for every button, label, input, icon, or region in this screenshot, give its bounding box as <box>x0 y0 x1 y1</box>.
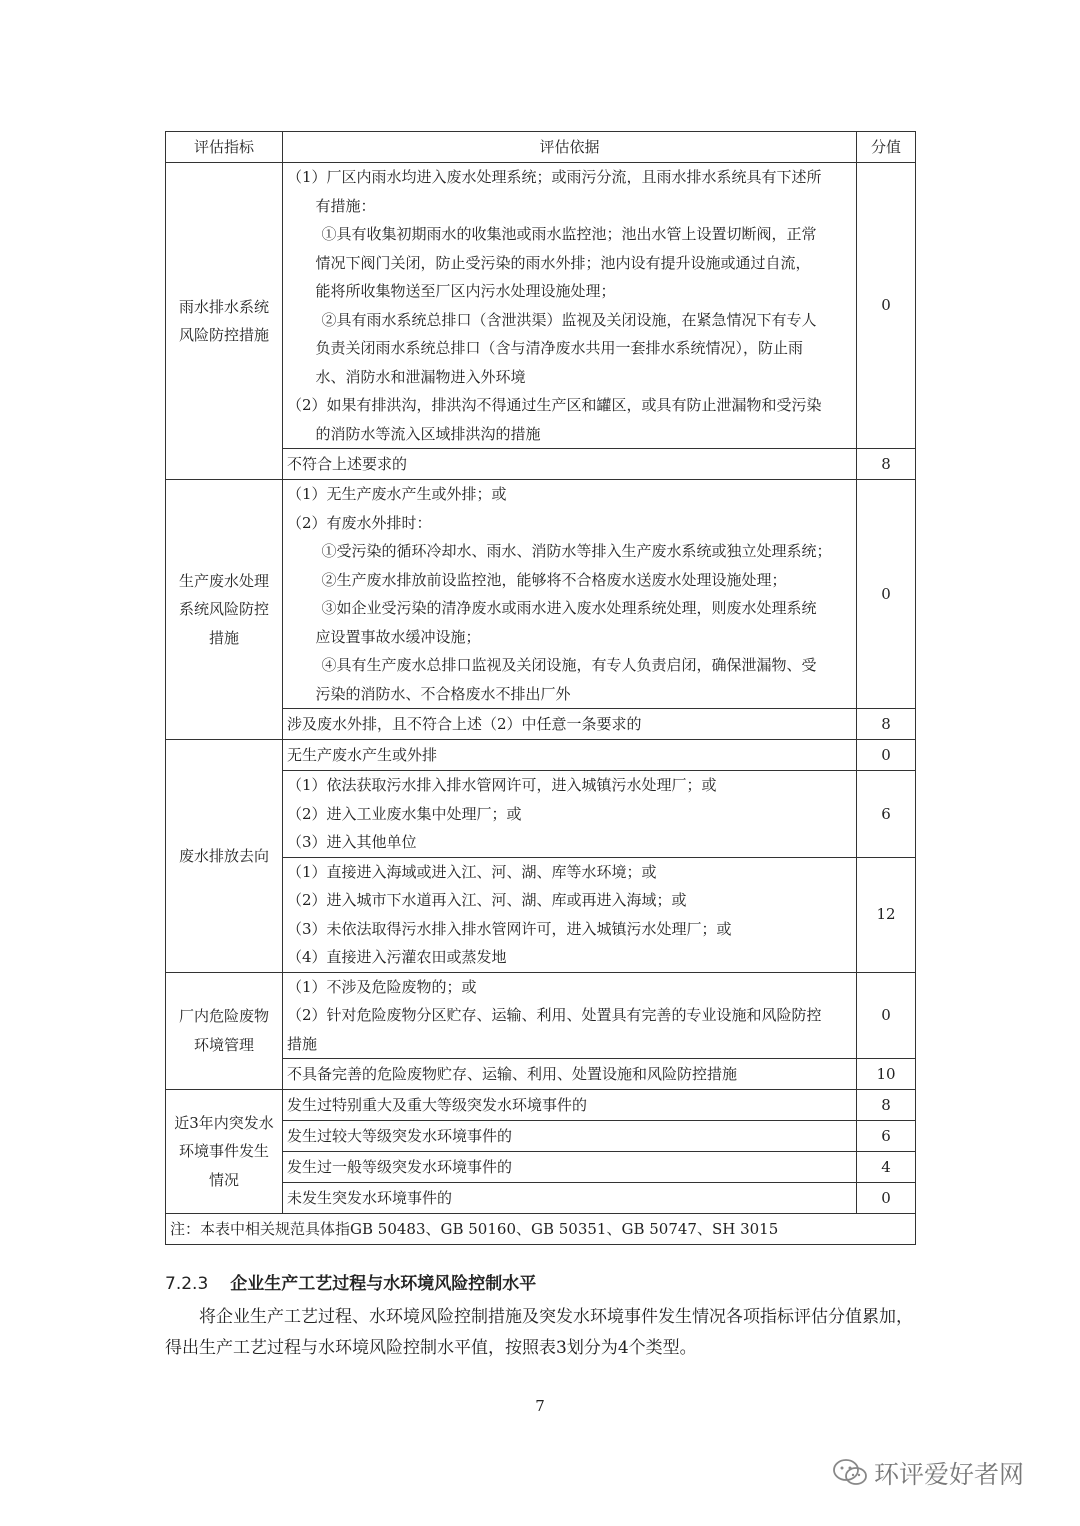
indicator-line: 生产废水处理 <box>178 571 269 590</box>
basis-line: （1）厂区内雨水均进入废水处理系统；或雨污分流，且雨水排水系统具有下述所 <box>287 168 822 186</box>
indicator-cell <box>166 972 283 1090</box>
basis-line: （2）进入城市下水道再入江、河、湖、库或再进入海域；或 <box>287 891 687 909</box>
score-cell: 0 <box>857 972 916 1059</box>
basis-line: 能将所收集物送至厂区内污水处理设施处理； <box>315 282 616 300</box>
basis-cell <box>283 740 857 771</box>
basis-cell <box>283 1059 857 1090</box>
section-number: 7.2.3 <box>165 1274 209 1294</box>
basis-cell <box>283 771 857 858</box>
score-cell: 0 <box>857 740 916 771</box>
watermark-text: 环评爱好者网 <box>874 1460 1025 1489</box>
indicator-cell <box>166 163 283 480</box>
basis-line: ②具有雨水系统总排口（含泄洪渠）监视及关闭设施，在紧急情况下有专人 <box>321 310 817 329</box>
basis-line: （2）如果有排洪沟，排洪沟不得通过生产区和罐区，或具有防止泄漏物和受污染 <box>287 396 822 414</box>
indicator-line: 近3年内突发水 <box>174 1113 274 1132</box>
table-row <box>166 1090 916 1121</box>
indicator-line: 雨水排水系统 <box>178 297 269 316</box>
basis-line: ①具有收集初期雨水的收集池或雨水监控池；池出水管上设置切断阀，正常 <box>321 225 817 243</box>
basis-line: 污染的消防水、不合格废水不排出厂外 <box>315 684 571 703</box>
basis-line: 的消防水等流入区域排洪沟的措施 <box>315 424 541 443</box>
indicator-cell <box>166 1090 283 1214</box>
indicator-line: 风险防控措施 <box>178 326 269 344</box>
basis-line: ②生产废水排放前设监控池，能够将不合格废水送废水处理设施处理； <box>321 570 787 589</box>
basis-cell <box>283 1090 857 1121</box>
indicator-line: 环境管理 <box>193 1035 254 1054</box>
header-basis: 评估依据 <box>283 132 857 163</box>
score-cell: 10 <box>857 1059 916 1090</box>
score-cell: 8 <box>857 449 916 480</box>
table-header-row <box>166 132 916 163</box>
score-cell: 0 <box>857 480 916 709</box>
basis-line: 情况下阀门关闭，防止受污染的雨水外排；池内设有提升设施或通过自流， <box>315 253 811 272</box>
table-note-row <box>166 1214 916 1245</box>
basis-line: （1）依法获取污水排入排水管网许可，进入城镇污水处理厂；或 <box>287 776 717 794</box>
score-cell: 12 <box>857 857 916 972</box>
wechat-icon <box>832 1458 868 1488</box>
basis-line: ④具有生产废水总排口监视及关闭设施，有专人负责启闭，确保泄漏物、受 <box>321 656 817 674</box>
basis-cell <box>283 163 857 449</box>
basis-cell <box>283 449 857 480</box>
basis-line: 不具备完善的危险废物贮存、运输、利用、处置设施和风险防控措施 <box>287 1064 738 1083</box>
table-row <box>166 740 916 771</box>
basis-line: （2）进入工业废水集中处理厂；或 <box>287 804 522 823</box>
basis-line: 发生过一般等级突发水环境事件的 <box>287 1157 513 1176</box>
basis-cell <box>283 1121 857 1152</box>
score-cell: 8 <box>857 1090 916 1121</box>
basis-line: ③如企业受污染的清净废水或雨水进入废水处理系统处理，则废水处理系统 <box>321 599 817 617</box>
basis-cell <box>283 1183 857 1214</box>
section-heading <box>165 1269 536 1294</box>
table-row <box>166 163 916 449</box>
basis-line: （3）进入其他单位 <box>287 833 417 851</box>
body-paragraph: 将企业生产工艺过程、水环境风险控制措施及突发水环境事件发生情况各项指标评估分值累加，得出生产工艺过程与水环境风险控制水平值，按照表3划分为4个类型。 <box>165 1307 913 1358</box>
evaluation-table <box>165 131 916 1245</box>
basis-line: 未发生突发水环境事件的 <box>287 1188 453 1207</box>
indicator-line: 废水排放去向 <box>178 846 269 865</box>
score-cell: 6 <box>857 1121 916 1152</box>
basis-line: 无生产废水产生或外排 <box>287 745 438 764</box>
basis-line: 涉及废水外排，且不符合上述（2）中任意一条要求的 <box>287 714 642 733</box>
basis-line: 不符合上述要求的 <box>287 454 408 473</box>
watermark <box>832 1455 1024 1491</box>
score-cell: 6 <box>857 771 916 858</box>
score-cell: 8 <box>857 709 916 740</box>
score-cell: 0 <box>857 163 916 449</box>
indicator-line: 环境事件发生 <box>178 1142 269 1161</box>
basis-line: 有措施： <box>315 196 376 215</box>
score-cell: 0 <box>857 1183 916 1214</box>
table-row <box>166 480 916 709</box>
basis-line: （1）直接进入海域或进入江、河、湖、库等水环境；或 <box>287 862 657 881</box>
indicator-line: 厂内危险废物 <box>178 1007 269 1026</box>
basis-line: 水、消防水和泄漏物进入外环境 <box>315 367 526 386</box>
indicator-line: 情况 <box>208 1170 239 1189</box>
basis-cell <box>283 480 857 709</box>
basis-line: （2）有废水外排时： <box>287 513 432 532</box>
basis-line: （2）针对危险废物分区贮存、运输、利用、处置具有完善的专业设施和风险防控 <box>287 1006 822 1024</box>
table-row <box>166 972 916 1059</box>
basis-line: （1）不涉及危险废物的；或 <box>287 977 477 996</box>
basis-line: 应设置事故水缓冲设施； <box>315 627 481 646</box>
header-indicator: 评估指标 <box>166 132 283 163</box>
basis-line: 发生过特别重大及重大等级突发水环境事件的 <box>287 1095 588 1114</box>
indicator-line: 措施 <box>208 628 239 647</box>
basis-line: （1）无生产废水产生或外排；或 <box>287 485 507 503</box>
basis-cell <box>283 1152 857 1183</box>
basis-line: ①受污染的循环冷却水、雨水、消防水等排入生产废水系统或独立处理系统； <box>321 542 832 560</box>
section-title: 企业生产工艺过程与水环境风险控制水平 <box>230 1274 537 1294</box>
basis-line: 负责关闭雨水系统总排口（含与清净废水共用一套排水系统情况），防止雨 <box>315 339 804 357</box>
indicator-line: 系统风险防控 <box>178 600 269 619</box>
indicator-cell <box>166 740 283 973</box>
page-number: 7 <box>535 1397 545 1415</box>
basis-line: （4）直接进入污灌农田或蒸发地 <box>287 948 507 966</box>
basis-cell <box>283 857 857 972</box>
table-note: 注：本表中相关规范具体指GB 50483、GB 50160、GB 50351、GB 50747、SH 3015 <box>166 1214 916 1245</box>
table-body <box>166 163 916 1245</box>
basis-line: （3）未依法取得污水排入排水管网许可，进入城镇污水处理厂；或 <box>287 919 732 938</box>
score-cell: 4 <box>857 1152 916 1183</box>
basis-cell <box>283 972 857 1059</box>
basis-line: 措施 <box>287 1034 318 1053</box>
basis-line: 发生过较大等级突发水环境事件的 <box>287 1126 513 1145</box>
basis-cell <box>283 709 857 740</box>
header-score: 分值 <box>857 132 916 163</box>
indicator-cell <box>166 480 283 740</box>
